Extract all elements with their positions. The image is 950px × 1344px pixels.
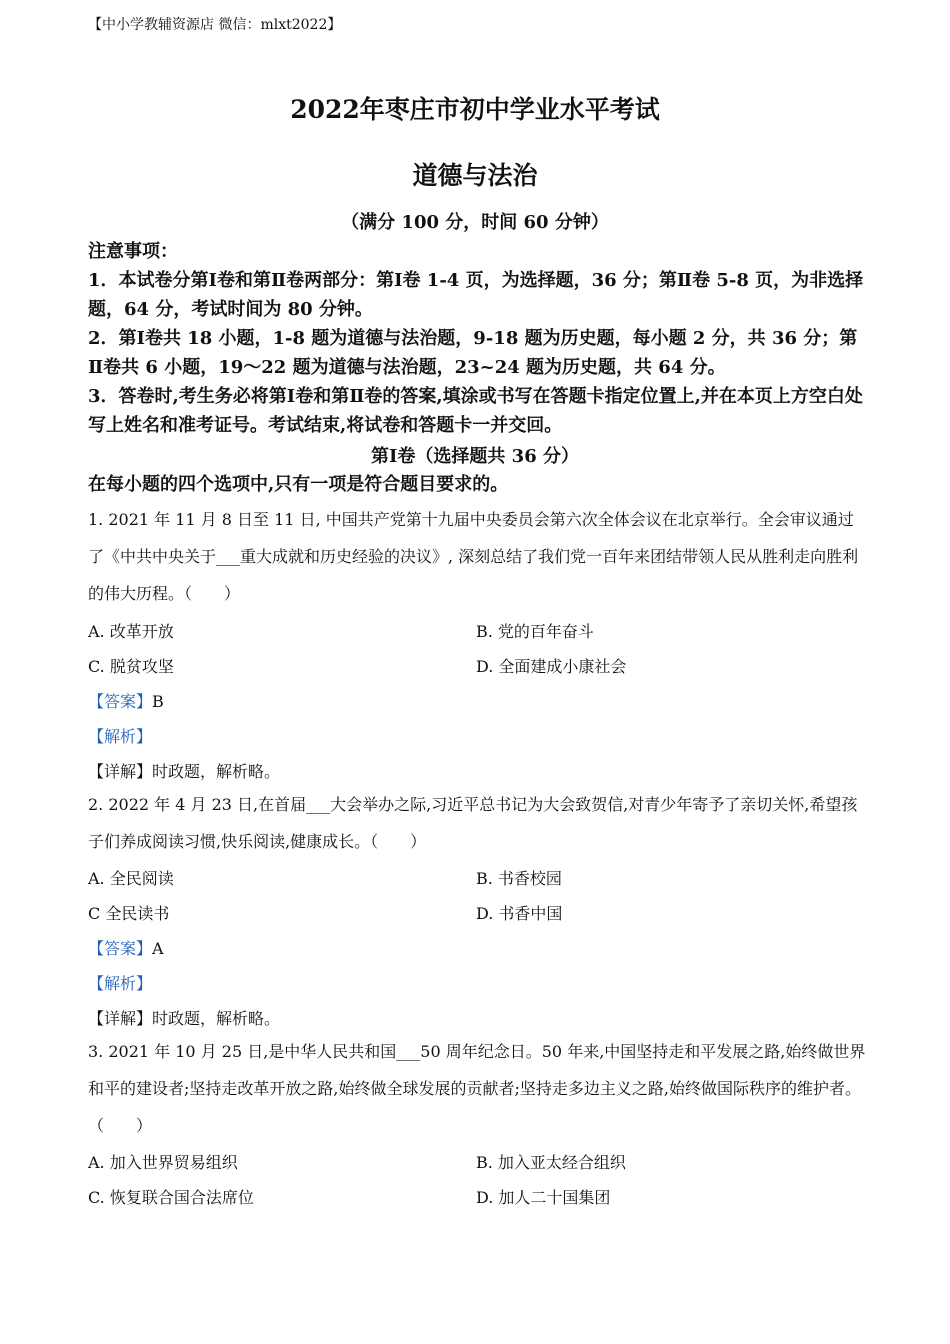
question-1-analysis xyxy=(88,724,152,747)
answer-value: A xyxy=(152,939,164,958)
section-instruction: 在每小题的四个选项中,只有一项是符合题目要求的。 xyxy=(88,474,509,495)
question-1-text: 1. 2021 年 11 月 8 日至 11 日, 中国共产党第十九届中央委员会第六次全体会议在北京举行。全会审议通过了《中共中央关于___重大成就和历史经验的决议》, 深刻总结了我们党一百年来团结带领人民从胜利走向胜利的伟大历程。（ ） xyxy=(88,510,859,603)
question-1-option-b: B. 党的百年奋斗 xyxy=(476,622,594,641)
question-3-option-d: D. 加人二十国集团 xyxy=(476,1188,611,1207)
question-1-detail xyxy=(88,759,280,782)
notice-item-1: 1．本试卷分第Ⅰ卷和第Ⅱ卷两部分：第Ⅰ卷 1-4 页，为选择题，36 分；第Ⅱ卷 5-8 页，为非选择题，64 分，考试时间为 80 分钟。 xyxy=(88,270,864,320)
analysis-label: 【解析】 xyxy=(88,974,153,993)
detail-label: 【详解】 xyxy=(88,762,153,781)
question-2-analysis xyxy=(88,971,152,994)
answer-label: 【答案】 xyxy=(88,939,153,958)
question-3-option-c: C. 恢复联合国合法席位 xyxy=(88,1188,254,1207)
question-1-option-c: C. 脱贫攻坚 xyxy=(88,657,174,676)
answer-label: 【答案】 xyxy=(88,692,153,711)
question-3-text: 3. 2021 年 10 月 25 日,是中华人民共和国___50 周年纪念日。50 年来,中国坚持走和平发展之路,始终做世界和平的建设者;坚持走改革开放之路,始终做全球发展的贡献者;坚持走多边主义之路,始终做国际秩序的维护者。（ ） xyxy=(88,1042,866,1135)
answer-value: B xyxy=(152,692,164,711)
detail-value: 时政题，解析略。 xyxy=(152,762,281,781)
question-2-option-a: A. 全民阅读 xyxy=(88,869,174,888)
question-1-option-d: D. 全面建成小康社会 xyxy=(476,657,627,676)
notice-item-2: 2．第Ⅰ卷共 18 小题，1-8 题为道德与法治题，9-18 题为历史题，每小题 2 分，共 36 分；第Ⅱ卷共 6 小题，19～22 题为道德与法治题，23~24 题为历史题，共 64 分。 xyxy=(88,328,858,378)
question-2-option-b: B. 书香校园 xyxy=(476,869,562,888)
exam-meta: （满分 100 分，时间 60 分钟） xyxy=(341,212,609,233)
question-2-answer xyxy=(88,936,164,959)
analysis-label: 【解析】 xyxy=(88,727,153,746)
section-title: 第Ⅰ卷（选择题共 36 分） xyxy=(370,446,579,467)
question-3-option-b: B. 加入亚太经合组织 xyxy=(476,1153,626,1172)
question-1-option-a: A. 改革开放 xyxy=(88,622,174,641)
question-2-text: 2. 2022 年 4 月 23 日,在首届___大会举办之际,习近平总书记为大会致贺信,对青少年寄予了亲切关怀,希望孩子们养成阅读习惯,快乐阅读,健康成长。（ ） xyxy=(88,795,858,851)
question-2-option-c: C 全民读书 xyxy=(88,904,170,923)
subject-title: 道德与法治 xyxy=(412,161,538,190)
detail-label: 【详解】 xyxy=(88,1009,153,1028)
question-3-option-a: A. 加入世界贸易组织 xyxy=(88,1153,238,1172)
question-2-option-d: D. 书香中国 xyxy=(476,904,563,923)
notice-heading: 注意事项： xyxy=(88,241,178,262)
detail-value: 时政题，解析略。 xyxy=(152,1009,281,1028)
exam-title: 2022年枣庄市初中学业水平考试 xyxy=(290,95,660,124)
question-2-detail xyxy=(88,1006,280,1029)
header-note: 【中小学教辅资源店 微信：mlxt2022】 xyxy=(88,17,342,33)
question-1-answer xyxy=(88,689,164,712)
notice-item-3: 3．答卷时,考生务必将第Ⅰ卷和第Ⅱ卷的答案,填涂或书写在答题卡指定位置上,并在本页上方空白处写上姓名和准考证号。考试结束,将试卷和答题卡一并交回。 xyxy=(88,386,863,436)
